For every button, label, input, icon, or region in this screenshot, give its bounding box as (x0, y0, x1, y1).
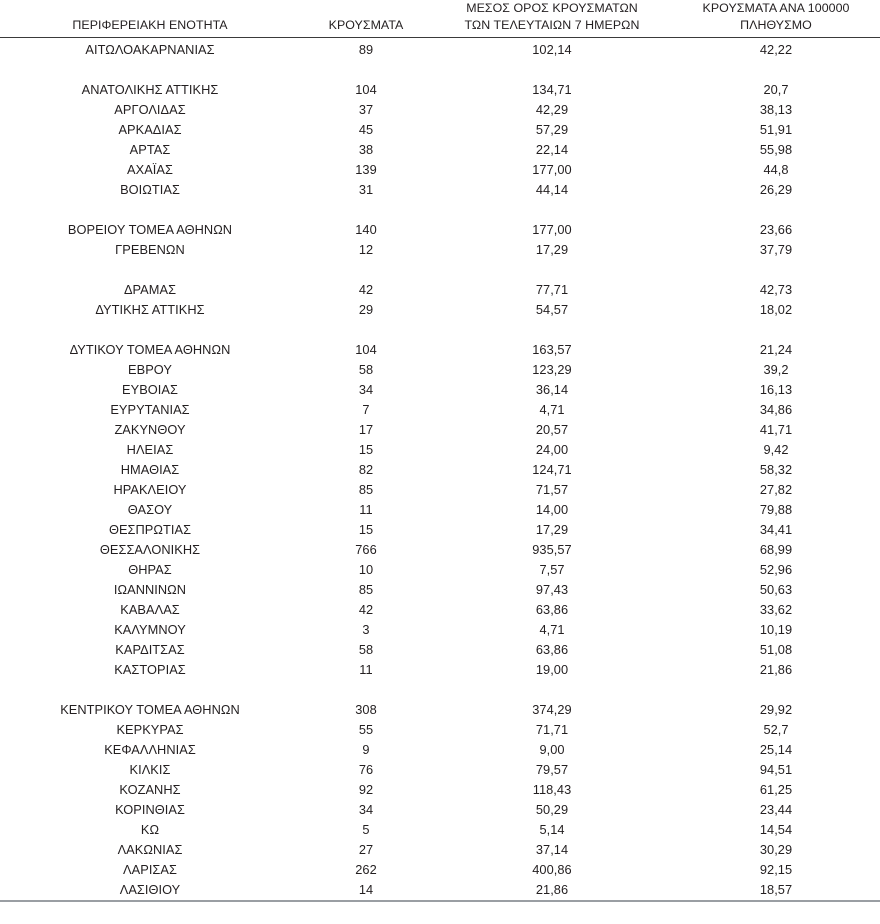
cell-region: ΚΙΛΚΙΣ (129, 762, 171, 778)
cell-region: ΚΟΖΑΝΗΣ (119, 782, 181, 798)
cell-avg7: 400,86 (532, 862, 572, 878)
cell-per100k: 23,66 (759, 222, 793, 238)
spacer-cell (0, 60, 300, 80)
cell-cases: 104 (355, 82, 377, 98)
spacer-cell (432, 320, 672, 340)
cell-region: ΘΕΣΠΡΩΤΙΑΣ (108, 522, 192, 538)
table-spacer-row (0, 260, 880, 280)
cell-per100k: 79,88 (759, 502, 793, 518)
table-row (0, 420, 880, 440)
cell-per100k: 21,24 (759, 342, 793, 358)
cell-avg7: 19,00 (535, 662, 569, 678)
bottom-rule-cell (300, 901, 432, 906)
cell-per100k: 42,73 (759, 282, 793, 298)
cell-cases: 766 (355, 542, 377, 558)
cell-avg7: 935,57 (532, 542, 572, 558)
cell-avg7: 17,29 (535, 242, 569, 258)
cell-cases: 76 (358, 762, 374, 778)
cell-region: ΑΡΤΑΣ (129, 142, 171, 158)
cell-cases: 15 (358, 442, 374, 458)
cell-per100k: 42,22 (759, 42, 793, 58)
cell-cases: 11 (359, 502, 373, 518)
spacer-cell (300, 680, 432, 700)
cell-cases: 85 (358, 582, 374, 598)
cell-per100k: 51,08 (759, 642, 793, 658)
table-row (0, 280, 880, 300)
cell-region: ΒΟΡΕΙΟΥ ΤΟΜΕΑ ΑΘΗΝΩΝ (67, 222, 233, 238)
spacer-cell (672, 680, 880, 700)
cell-avg7: 5,14 (539, 822, 565, 838)
column-header-avg7-line-1: ΜΕΣΟΣ ΟΡΟΣ ΚΡΟΥΣΜΑΤΩΝ (466, 1, 638, 15)
table-row (0, 460, 880, 480)
cell-per100k: 41,71 (759, 422, 793, 438)
spacer-cell (432, 60, 672, 80)
spacer-cell (432, 680, 672, 700)
cell-cases: 85 (358, 482, 374, 498)
table-row (0, 360, 880, 380)
cell-per100k: 61,25 (759, 782, 793, 798)
table-row (0, 860, 880, 880)
cell-region: ΚΕΝΤΡΙΚΟΥ ΤΟΜΕΑ ΑΘΗΝΩΝ (60, 702, 240, 718)
cell-per100k: 18,57 (759, 882, 793, 898)
cell-avg7: 17,29 (535, 522, 569, 538)
cell-avg7: 37,14 (535, 842, 569, 858)
cell-avg7: 24,00 (535, 442, 569, 458)
table-row (0, 220, 880, 240)
spacer-cell (0, 260, 300, 280)
cell-region: ΚΩ (140, 822, 160, 838)
table-row (0, 400, 880, 420)
cell-avg7: 118,43 (532, 782, 572, 798)
cell-per100k: 27,82 (759, 482, 793, 498)
cell-region: ΘΑΣΟΥ (127, 502, 173, 518)
cell-region: ΘΕΣΣΑΛΟΝΙΚΗΣ (99, 542, 201, 558)
table-row (0, 120, 880, 140)
table-body (0, 40, 880, 901)
cell-region: ΑΡΚΑΔΙΑΣ (118, 122, 182, 138)
cell-avg7: 42,29 (535, 102, 569, 118)
cell-cases: 58 (358, 642, 374, 658)
column-header-region-line-1: ΠΕΡΙΦΕΡΕΙΑΚΗ ΕΝΟΤΗΤΑ (72, 18, 228, 33)
table-footer (0, 901, 880, 906)
cell-avg7: 374,29 (532, 702, 572, 718)
cell-cases: 139 (355, 162, 377, 178)
cell-region: ΑΧΑΪΑΣ (127, 162, 173, 178)
table-row (0, 440, 880, 460)
spacer-cell (300, 60, 432, 80)
spacer-cell (300, 260, 432, 280)
spacer-cell (672, 260, 880, 280)
table-row (0, 560, 880, 580)
table-row (0, 520, 880, 540)
cell-cases: 7 (362, 402, 370, 418)
table-row (0, 540, 880, 560)
table-row (0, 840, 880, 860)
cell-avg7: 22,14 (535, 142, 569, 158)
cell-avg7: 71,71 (535, 722, 569, 738)
cell-region: ΚΑΡΔΙΤΣΑΣ (115, 642, 185, 658)
table-row (0, 180, 880, 200)
table-row (0, 620, 880, 640)
cell-per100k: 52,7 (763, 722, 789, 738)
cell-cases: 89 (358, 42, 374, 58)
cell-region: ΚΑΣΤΟΡΙΑΣ (114, 662, 186, 678)
cell-cases: 42 (358, 602, 374, 618)
spacer-cell (0, 200, 300, 220)
cell-cases: 262 (355, 862, 377, 878)
cell-region: ΙΩΑΝΝΙΝΩΝ (113, 582, 187, 598)
table-row (0, 160, 880, 180)
cell-cases: 3 (362, 622, 370, 638)
cell-cases: 37 (358, 102, 374, 118)
table-spacer-row (0, 680, 880, 700)
cell-per100k: 14,54 (759, 822, 793, 838)
column-header-per100k-line-2: ΠΛΗΘΥΣΜΟ (740, 18, 812, 33)
cell-region: ΕΒΡΟΥ (128, 362, 172, 378)
table-row (0, 600, 880, 620)
cell-per100k: 51,91 (759, 122, 793, 138)
table-row (0, 820, 880, 840)
cell-avg7: 71,57 (535, 482, 569, 498)
cell-avg7: 134,71 (532, 82, 572, 98)
cell-per100k: 21,86 (759, 662, 793, 678)
cell-cases: 12 (358, 242, 374, 258)
cell-region: ΕΥΡΥΤΑΝΙΑΣ (110, 402, 190, 418)
cell-avg7: 4,71 (539, 622, 565, 638)
cell-cases: 58 (358, 362, 374, 378)
cell-cases: 29 (358, 302, 374, 318)
table-row (0, 700, 880, 720)
cell-avg7: 57,29 (535, 122, 569, 138)
cell-per100k: 58,32 (759, 462, 793, 478)
spacer-cell (672, 60, 880, 80)
bottom-rule-cell (0, 901, 300, 906)
column-header-per100k (672, 0, 880, 38)
cell-region: ΔΡΑΜΑΣ (123, 282, 177, 298)
cell-cases: 15 (358, 522, 374, 538)
table-row (0, 640, 880, 660)
cell-cases: 5 (362, 822, 370, 838)
cell-per100k: 30,29 (759, 842, 793, 858)
cell-region: ΚΕΡΚΥΡΑΣ (116, 722, 184, 738)
cell-cases: 31 (358, 182, 374, 198)
table-spacer-row (0, 200, 880, 220)
cell-region: ΛΑΣΙΘΙΟΥ (119, 882, 181, 898)
cell-region: ΘΗΡΑΣ (128, 562, 172, 578)
spacer-cell (0, 680, 300, 700)
cell-region: ΚΑΒΑΛΑΣ (120, 602, 180, 618)
cell-region: ΗΛΕΙΑΣ (126, 442, 174, 458)
cell-region: ΛΑΚΩΝΙΑΣ (117, 842, 183, 858)
column-header-cases-line-1: ΚΡΟΥΣΜΑΤΑ (328, 18, 404, 33)
cell-avg7: 50,29 (535, 802, 569, 818)
cell-per100k: 52,96 (759, 562, 793, 578)
table-row (0, 100, 880, 120)
cell-avg7: 54,57 (535, 302, 569, 318)
cell-avg7: 63,86 (535, 642, 569, 658)
cell-region: ΑΙΤΩΛΟΑΚΑΡΝΑΝΙΑΣ (85, 42, 215, 58)
table-row (0, 140, 880, 160)
table-header (0, 0, 880, 40)
cell-per100k: 18,02 (759, 302, 793, 318)
cell-per100k: 68,99 (759, 542, 793, 558)
cell-per100k: 9,42 (763, 442, 789, 458)
cell-region: ΗΜΑΘΙΑΣ (120, 462, 180, 478)
cell-per100k: 50,63 (759, 582, 793, 598)
cell-avg7: 4,71 (539, 402, 565, 418)
table-row (0, 480, 880, 500)
cell-cases: 14 (358, 882, 374, 898)
cell-per100k: 10,19 (759, 622, 793, 638)
cell-per100k: 23,44 (759, 802, 793, 818)
cell-avg7: 163,57 (532, 342, 572, 358)
cell-avg7: 97,43 (535, 582, 569, 598)
cell-avg7: 9,00 (539, 742, 565, 758)
cell-region: ΔΥΤΙΚΟΥ ΤΟΜΕΑ ΑΘΗΝΩΝ (69, 342, 231, 358)
table-row (0, 80, 880, 100)
cell-per100k: 26,29 (759, 182, 793, 198)
cell-cases: 9 (362, 742, 370, 758)
cell-avg7: 123,29 (532, 362, 572, 378)
cell-per100k: 44,8 (763, 162, 789, 178)
column-header-region (0, 0, 300, 38)
cell-cases: 34 (358, 802, 374, 818)
spacer-cell (672, 320, 880, 340)
table-row (0, 300, 880, 320)
bottom-rule-cell (672, 901, 880, 906)
cell-cases: 55 (358, 722, 374, 738)
column-header-avg7-line-2: ΤΩΝ ΤΕΛΕΥΤΑΙΩΝ 7 ΗΜΕΡΩΝ (464, 18, 640, 33)
cell-per100k: 92,15 (759, 862, 793, 878)
column-header-cases (300, 0, 432, 38)
table-row (0, 800, 880, 820)
cell-per100k: 55,98 (759, 142, 793, 158)
cell-cases: 140 (355, 222, 377, 238)
spacer-cell (300, 200, 432, 220)
cell-region: ΖΑΚΥΝΘΟΥ (114, 422, 186, 438)
table-row (0, 740, 880, 760)
table-row (0, 380, 880, 400)
cell-per100k: 94,51 (759, 762, 793, 778)
cell-cases: 42 (358, 282, 374, 298)
cell-per100k: 34,86 (759, 402, 793, 418)
spacer-cell (432, 200, 672, 220)
cell-cases: 308 (355, 702, 377, 718)
cell-region: ΛΑΡΙΣΑΣ (123, 862, 177, 878)
cell-region: ΗΡΑΚΛΕΙΟΥ (113, 482, 187, 498)
cell-region: ΕΥΒΟΙΑΣ (122, 382, 178, 398)
cell-region: ΚΕΦΑΛΛΗΝΙΑΣ (104, 742, 196, 758)
table-row (0, 240, 880, 260)
table-spacer-row (0, 60, 880, 80)
cell-avg7: 36,14 (535, 382, 569, 398)
cell-cases: 17 (358, 422, 374, 438)
cell-avg7: 44,14 (535, 182, 569, 198)
cell-region: ΚΑΛΥΜΝΟΥ (114, 622, 186, 638)
table-spacer-row (0, 320, 880, 340)
spacer-cell (432, 260, 672, 280)
cell-cases: 11 (359, 662, 373, 678)
cell-cases: 27 (358, 842, 374, 858)
table-row (0, 760, 880, 780)
table-row (0, 340, 880, 360)
cell-cases: 34 (358, 382, 374, 398)
table-row (0, 720, 880, 740)
cell-region: ΑΡΓΟΛΙΔΑΣ (114, 102, 186, 118)
table-row (0, 780, 880, 800)
cell-avg7: 124,71 (532, 462, 572, 478)
cell-cases: 38 (358, 142, 374, 158)
table-row (0, 500, 880, 520)
cell-avg7: 177,00 (532, 222, 572, 238)
cell-per100k: 33,62 (759, 602, 793, 618)
spacer-cell (672, 200, 880, 220)
table-row (0, 660, 880, 680)
cell-avg7: 102,14 (532, 42, 572, 58)
spacer-cell (0, 320, 300, 340)
cell-per100k: 25,14 (759, 742, 793, 758)
cell-avg7: 79,57 (535, 762, 569, 778)
cell-per100k: 39,2 (763, 362, 789, 378)
cell-cases: 10 (358, 562, 374, 578)
cell-avg7: 14,00 (535, 502, 569, 518)
table-row (0, 40, 880, 60)
cell-per100k: 29,92 (759, 702, 793, 718)
table-row (0, 880, 880, 901)
column-header-avg7 (432, 0, 672, 38)
bottom-rule-cell (432, 901, 672, 906)
cell-region: ΒΟΙΩΤΙΑΣ (120, 182, 180, 198)
cell-avg7: 21,86 (535, 882, 569, 898)
cell-avg7: 63,86 (535, 602, 569, 618)
cell-cases: 104 (355, 342, 377, 358)
cell-avg7: 20,57 (535, 422, 569, 438)
cell-cases: 45 (358, 122, 374, 138)
spacer-cell (300, 320, 432, 340)
cell-per100k: 37,79 (759, 242, 793, 258)
cell-per100k: 34,41 (759, 522, 793, 538)
cell-per100k: 38,13 (759, 102, 793, 118)
table-row (0, 580, 880, 600)
cell-region: ΓΡΕΒΕΝΩΝ (115, 242, 185, 258)
cell-avg7: 77,71 (535, 282, 569, 298)
cell-avg7: 7,57 (539, 562, 565, 578)
cell-per100k: 20,7 (763, 82, 789, 98)
cell-cases: 92 (358, 782, 374, 798)
cell-avg7: 177,00 (532, 162, 572, 178)
column-header-per100k-line-1: ΚΡΟΥΣΜΑΤΑ ΑΝΑ 100000 (702, 1, 850, 15)
cell-region: ΔΥΤΙΚΗΣ ΑΤΤΙΚΗΣ (95, 302, 205, 318)
cell-region: ΚΟΡΙΝΘΙΑΣ (115, 802, 185, 818)
cell-cases: 82 (358, 462, 374, 478)
cell-region: ΑΝΑΤΟΛΙΚΗΣ ΑΤΤΙΚΗΣ (81, 82, 219, 98)
cell-per100k: 16,13 (759, 382, 793, 398)
